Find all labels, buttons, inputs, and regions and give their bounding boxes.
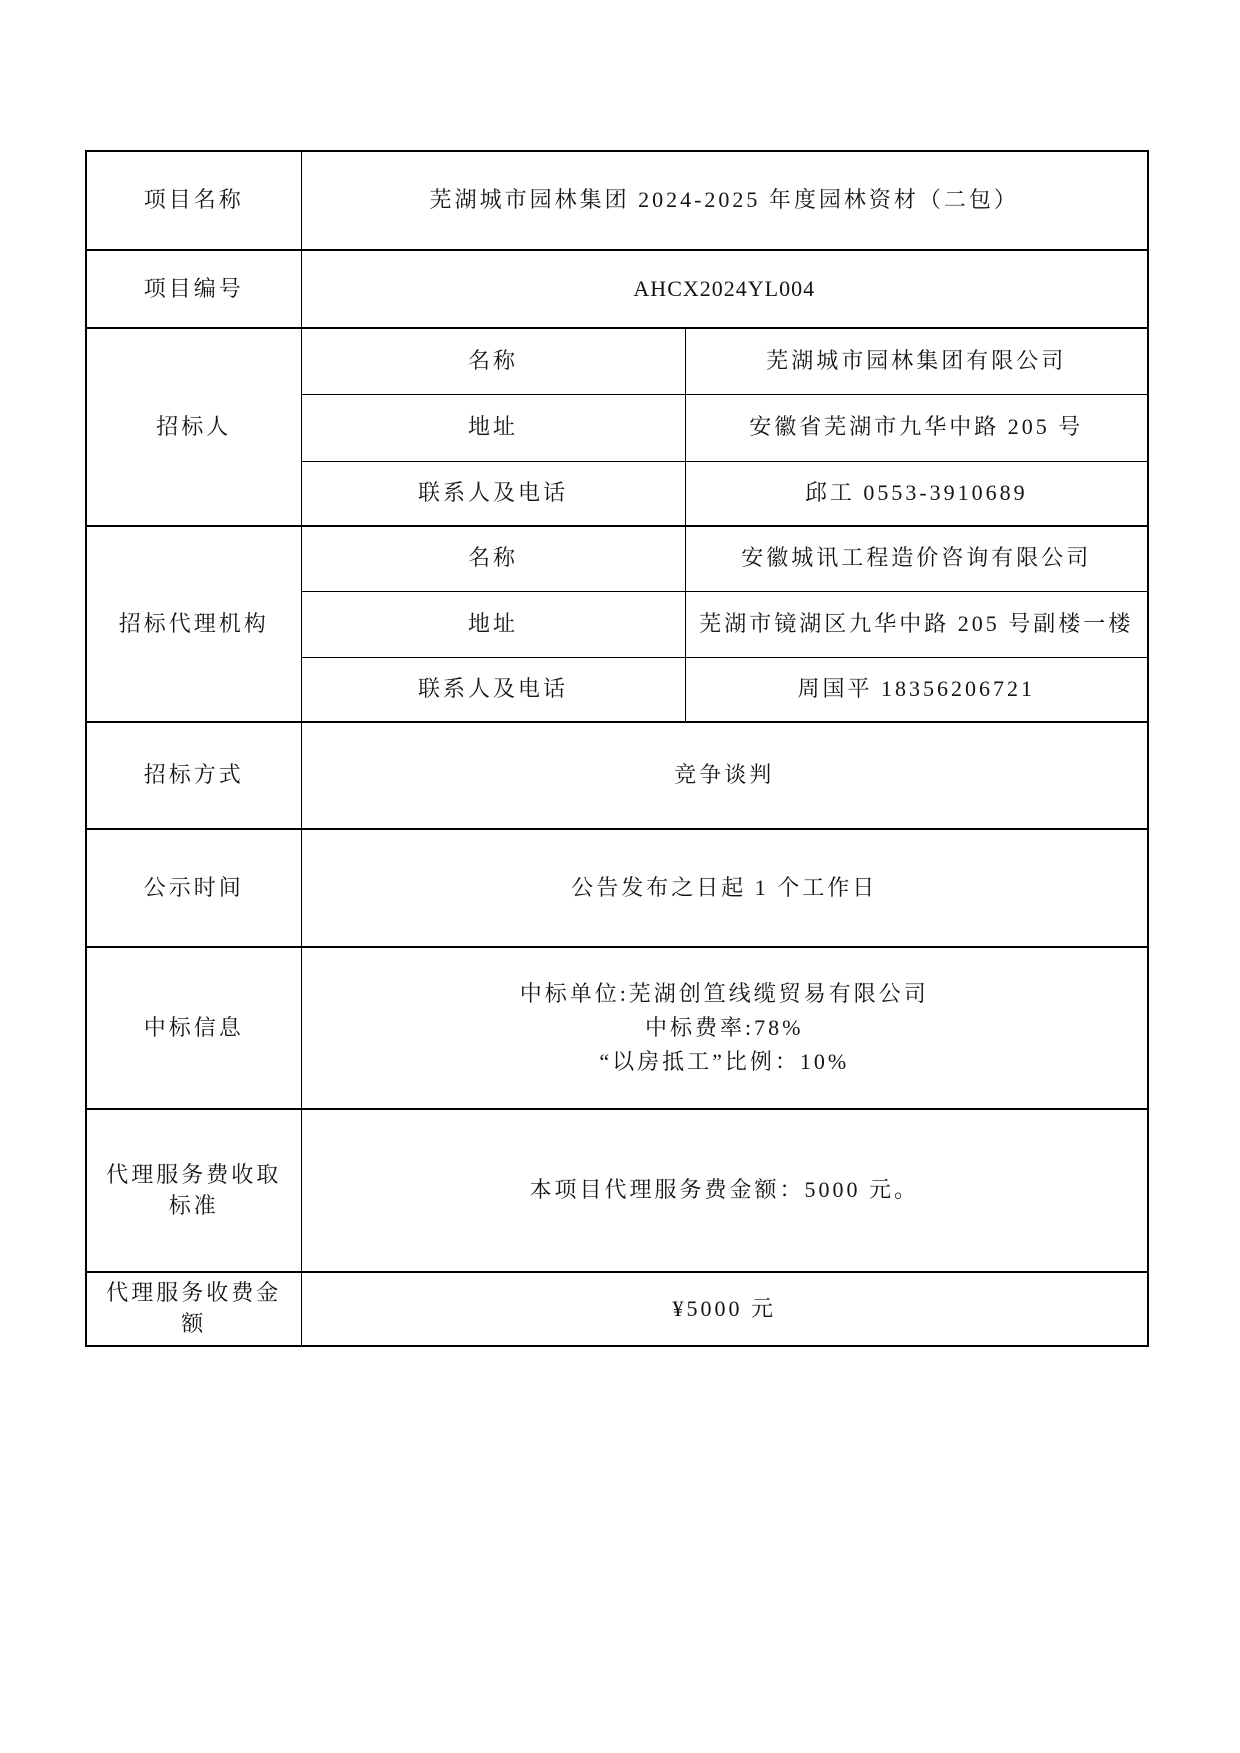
award-rate-line: 中标费率:78% bbox=[645, 1015, 804, 1040]
key-agency-name: 名称 bbox=[301, 526, 685, 591]
value-publicity-period: 公告发布之日起 1 个工作日 bbox=[301, 829, 1148, 947]
value-agency-fee-standard: 本项目代理服务费金额：5000 元。 bbox=[301, 1109, 1148, 1272]
value-agency-fee-amount: ¥5000 元 bbox=[301, 1272, 1148, 1346]
value-tender-method: 竞争谈判 bbox=[301, 722, 1148, 829]
key-tenderer-contact: 联系人及电话 bbox=[301, 461, 685, 526]
key-agency-address: 地址 bbox=[301, 591, 685, 657]
label-agency-fee-standard: 代理服务费收取标准 bbox=[86, 1109, 301, 1272]
key-tenderer-address: 地址 bbox=[301, 394, 685, 461]
tender-result-table bbox=[85, 150, 1149, 1347]
key-tenderer-name: 名称 bbox=[301, 328, 685, 394]
value-tenderer-address: 安徽省芜湖市九华中路 205 号 bbox=[685, 394, 1148, 461]
key-agency-contact: 联系人及电话 bbox=[301, 657, 685, 722]
label-agency-fee-amount: 代理服务收费金额 bbox=[86, 1272, 301, 1346]
value-tenderer-name: 芜湖城市园林集团有限公司 bbox=[685, 328, 1148, 394]
value-agency-contact: 周国平 18356206721 bbox=[685, 657, 1148, 722]
label-tenderer: 招标人 bbox=[86, 328, 301, 526]
label-project-number: 项目编号 bbox=[86, 250, 301, 328]
value-agency-address: 芜湖市镜湖区九华中路 205 号副楼一楼 bbox=[685, 591, 1148, 657]
value-tenderer-contact: 邱工 0553-3910689 bbox=[685, 461, 1148, 526]
value-project-number: AHCX2024YL004 bbox=[301, 250, 1148, 328]
value-project-name: 芜湖城市园林集团 2024-2025 年度园林资材（二包） bbox=[301, 151, 1148, 250]
award-winner-line: 中标单位:芜湖创笪线缆贸易有限公司 bbox=[519, 981, 929, 1006]
label-award-info: 中标信息 bbox=[86, 947, 301, 1109]
label-tender-method: 招标方式 bbox=[86, 722, 301, 829]
value-agency-name: 安徽城讯工程造价咨询有限公司 bbox=[685, 526, 1148, 591]
value-award-info bbox=[301, 947, 1148, 1109]
label-publicity-period: 公示时间 bbox=[86, 829, 301, 947]
label-project-name: 项目名称 bbox=[86, 151, 301, 250]
award-ratio-line: “以房抵工”比例：10% bbox=[599, 1049, 850, 1074]
label-agency: 招标代理机构 bbox=[86, 526, 301, 722]
